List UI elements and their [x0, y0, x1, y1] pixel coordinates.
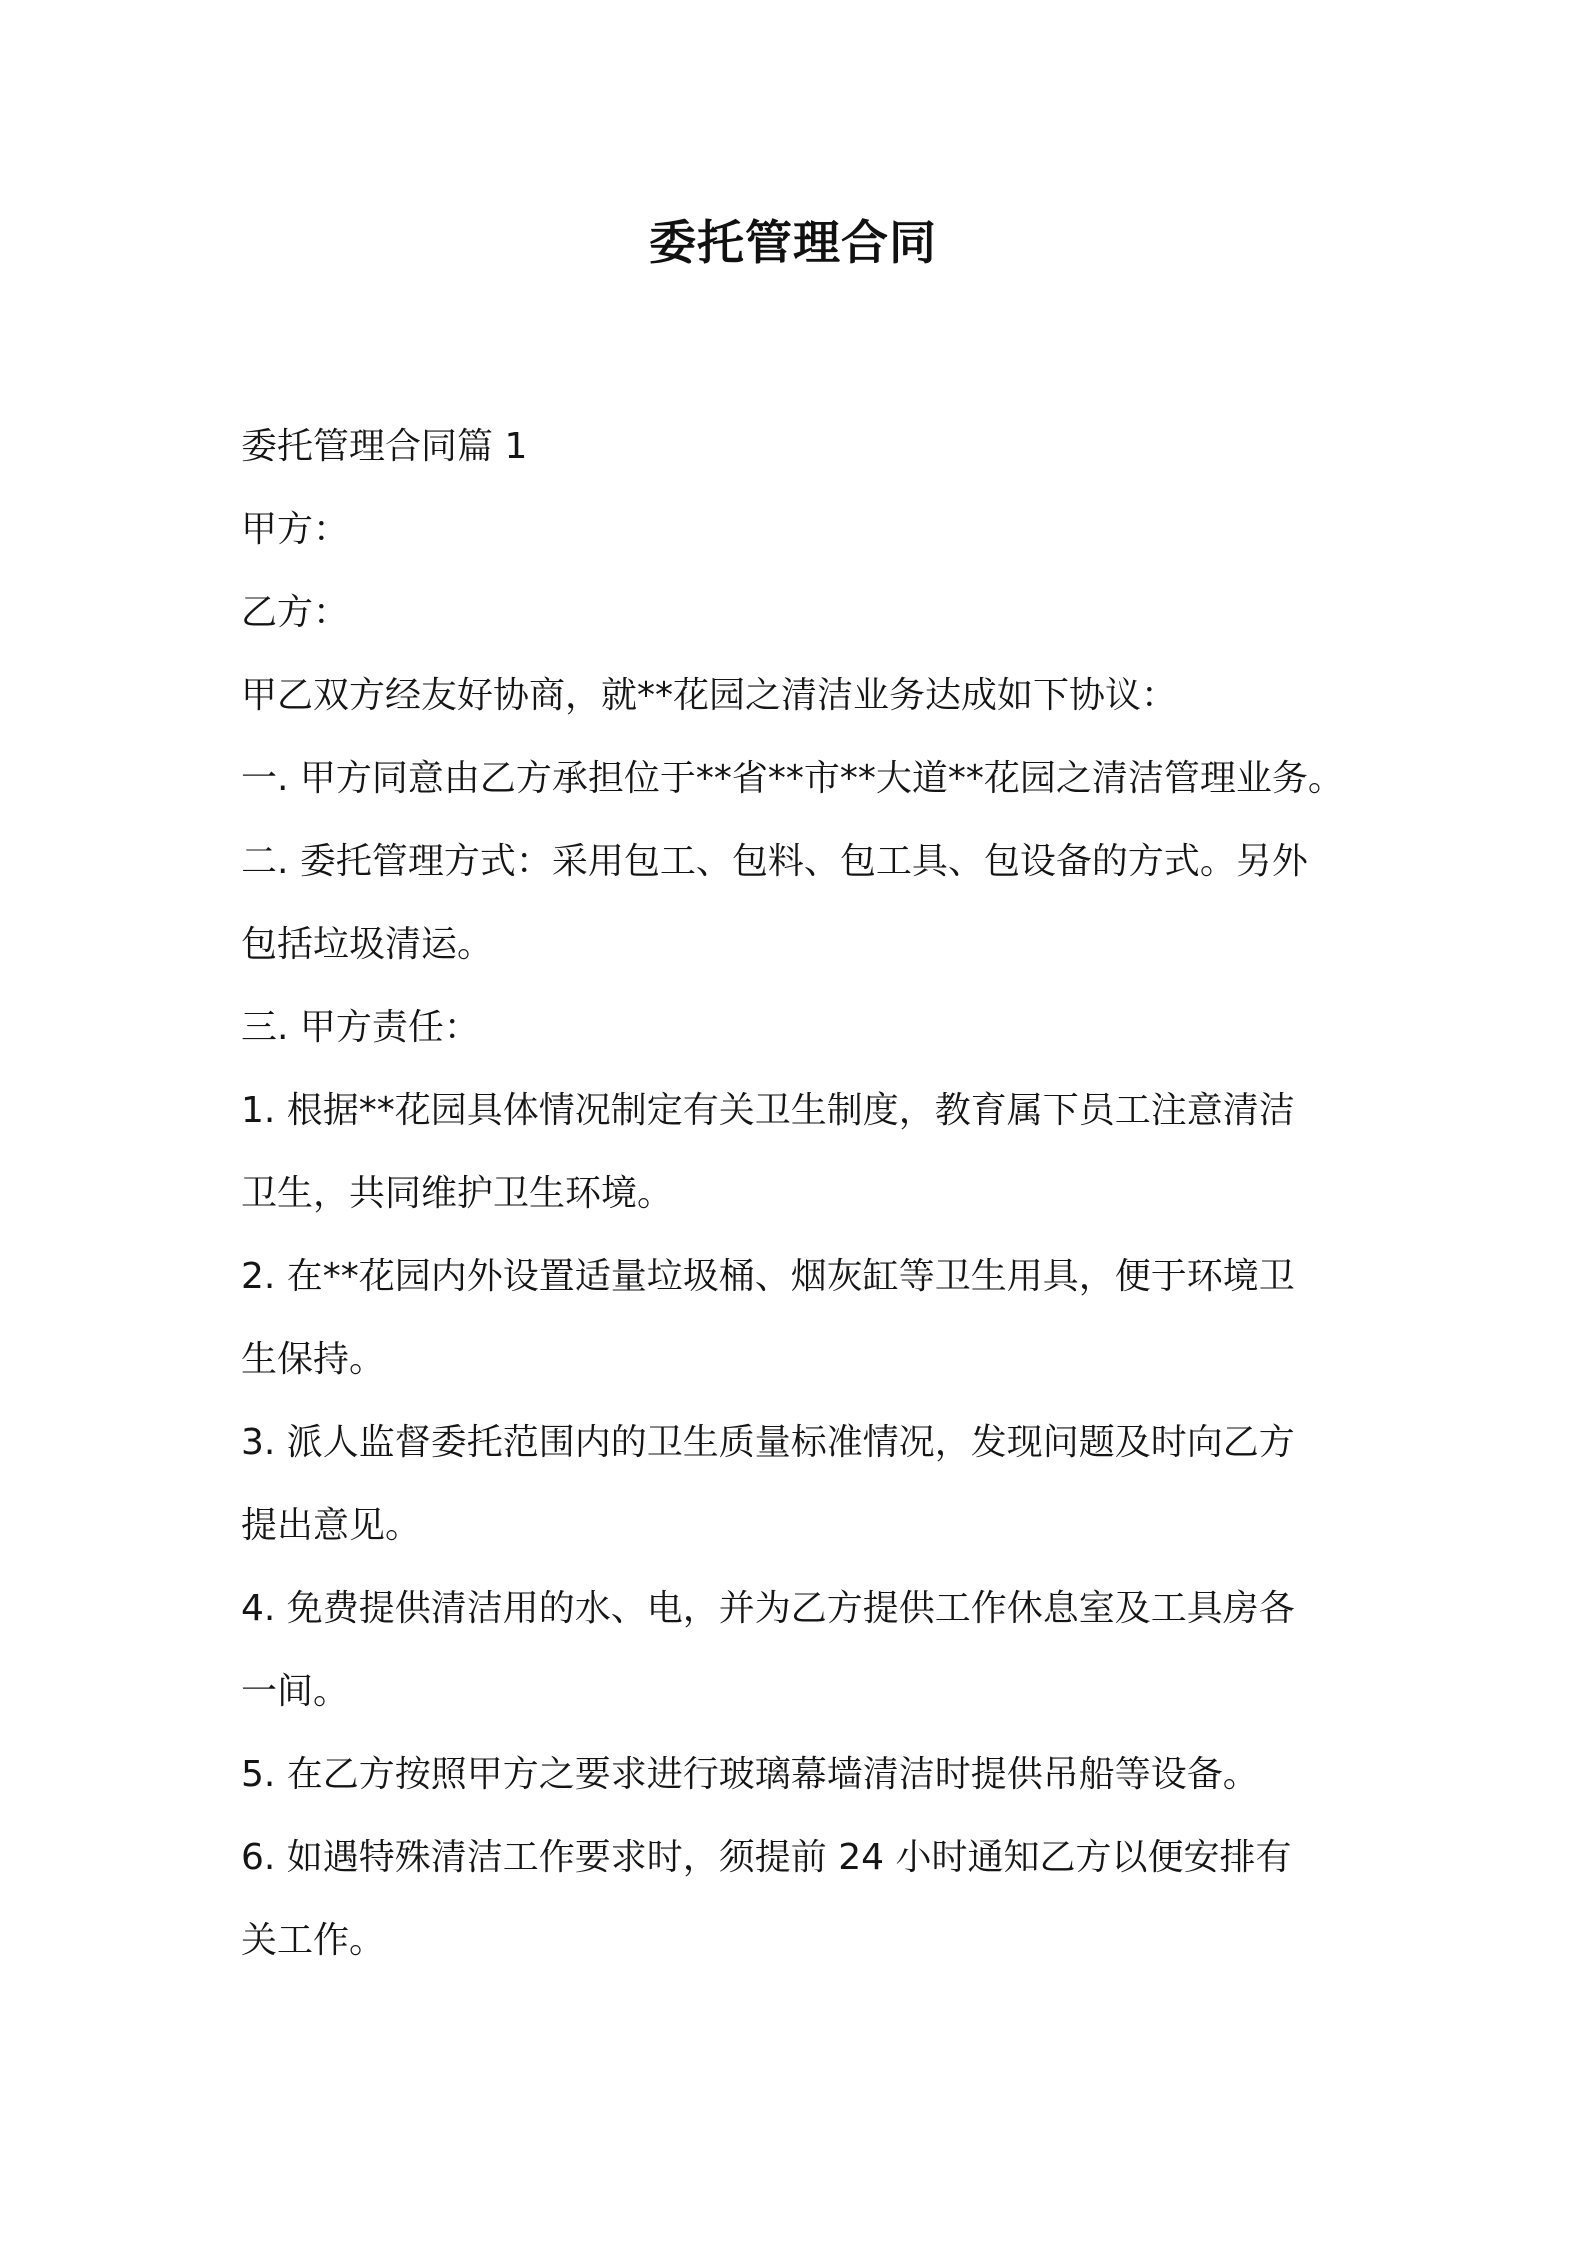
item-1-line-1: 1. 根据**花园具体情况制定有关卫生制度，教育属下员工注意清洁	[241, 1090, 1295, 1131]
item-5: 5. 在乙方按照甲方之要求进行玻璃幕墙清洁时提供吊船等设备。	[241, 1754, 1259, 1795]
item-1-line-2: 卫生，共同维护卫生环境。	[241, 1173, 674, 1214]
clause-2-line-1: 二. 委托管理方式：采用包工、包料、包工具、包设备的方式。另外	[241, 841, 1308, 882]
item-4-line-2: 一间。	[241, 1671, 350, 1712]
item-6-line-1: 6. 如遇特殊清洁工作要求时，须提前 24 小时通知乙方以便安排有	[241, 1837, 1292, 1878]
document-body	[241, 405, 1371, 1982]
section-heading: 委托管理合同篇 1	[241, 426, 528, 467]
party-b-line: 乙方：	[241, 592, 350, 633]
item-2-line-1: 2. 在**花园内外设置适量垃圾桶、烟灰缸等卫生用具，便于环境卫	[241, 1256, 1295, 1297]
item-3-line-2: 提出意见。	[241, 1505, 422, 1546]
item-4-line-1: 4. 免费提供清洁用的水、电，并为乙方提供工作休息室及工具房各	[241, 1588, 1295, 1629]
clause-3-heading: 三. 甲方责任：	[241, 1007, 480, 1048]
clause-1: 一. 甲方同意由乙方承担位于**省**市**大道**花园之清洁管理业务。	[241, 758, 1344, 799]
item-2-line-2: 生保持。	[241, 1339, 386, 1380]
clause-2-line-2: 包括垃圾清运。	[241, 924, 494, 965]
document-title: 委托管理合同	[649, 216, 937, 271]
party-a-line: 甲方：	[241, 509, 350, 550]
agreement-intro: 甲乙双方经友好协商，就**花园之清洁业务达成如下协议：	[241, 675, 1178, 716]
item-3-line-1: 3. 派人监督委托范围内的卫生质量标准情况，发现问题及时向乙方	[241, 1422, 1295, 1463]
item-6-line-2: 关工作。	[241, 1920, 386, 1961]
